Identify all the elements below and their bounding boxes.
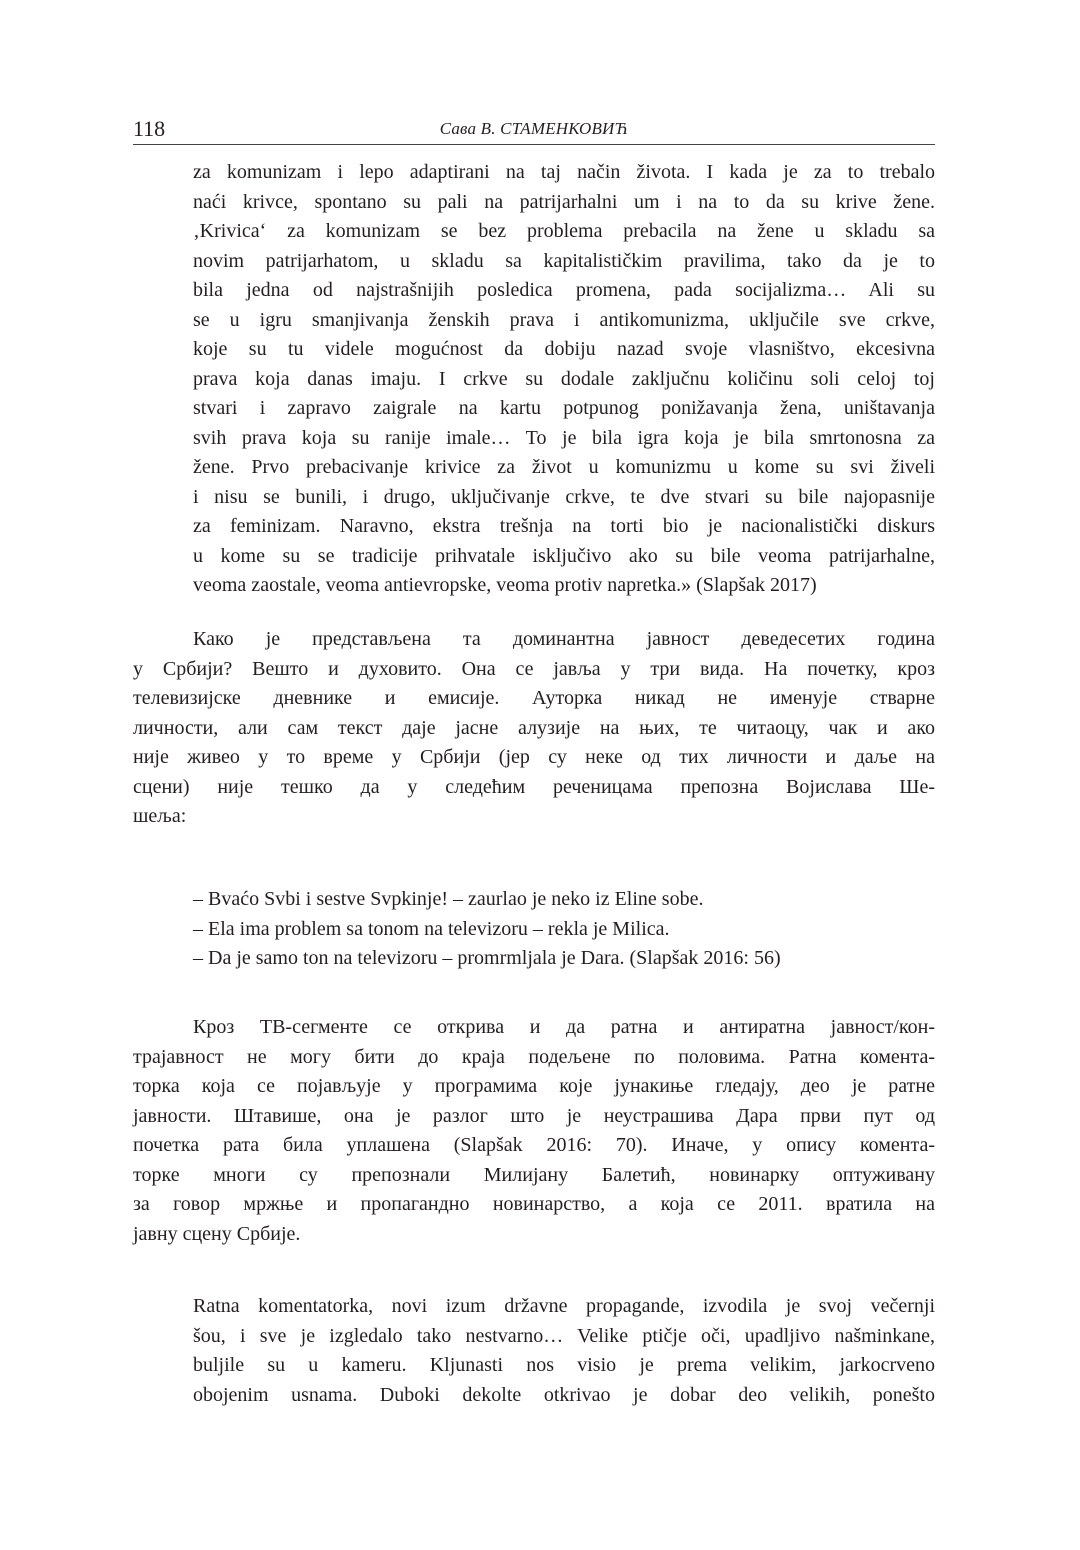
text-line: veoma zaostale, veoma antievropske, veoma protiv napretka.» (Slapšak 2017)	[193, 574, 817, 596]
text-line: koje su tu videle mogućnost da dobiju nazad svoje vlasništvo, ekcesivna	[193, 338, 935, 360]
body-paragraph	[133, 1013, 935, 1249]
text-line: i nisu se bunili, i drugo, uključivanje crkve, te dve stvari su bile najopasnije	[193, 485, 935, 508]
running-header	[133, 114, 935, 145]
text-line: – Bvaćo Svbi i sestve Svpkinje! – zaurlao je neko iz Eline sobe.	[193, 888, 704, 910]
text-line: није живео у то време у Србији (јер су неке од тих личности и даље на	[133, 746, 935, 768]
text-line: телевизијске дневнике и емисије. Ауторка никад не именује стварне	[133, 687, 935, 709]
text-line: ‚Krivica‘ za komunizam se bez problema prebacila na žene u skladu sa	[193, 220, 935, 242]
text-line: žene. Prvo prebacivanje krivice za život u komunizmu u kome su svi živeli	[193, 456, 935, 478]
text-line: Како је представљена та доминантна јавност деведесетих година	[193, 628, 935, 650]
text-line: Ratna komentatorka, novi izum državne propagande, izvodila je svoj večernji	[193, 1295, 935, 1317]
block-quote	[193, 1292, 935, 1410]
text-line: личности, али сам текст даје јасне алузије на њих, те читаоцу, чак и ако	[133, 716, 935, 739]
text-line: u kome su se tradicije prihvatale isključivo ako su bile veoma patrijarhalne,	[193, 544, 935, 567]
text-line: за говор мржње и пропагандно новинарство, а која се 2011. вратила на	[133, 1193, 935, 1215]
text-line: у Србији? Вешто и духовито. Она се јавља у три вида. На почетку, кроз	[133, 657, 935, 680]
text-line: novim patrijarhatom, u skladu sa kapitalističkim pravilima, tako da je to	[193, 249, 935, 272]
text-line: stvari i zapravo zaigrale na kartu potpunog ponižavanja žena, uništavanja	[193, 397, 935, 419]
text-line: za komunizam i lepo adaptirani na taj način života. I kada je za to trebalo	[193, 161, 935, 183]
quoted-dialogue	[193, 885, 935, 974]
text-line: naći krivce, spontano su pali na patrijarhalni um i na to da su krive žene.	[193, 190, 935, 213]
text-line: шеља:	[133, 805, 187, 827]
text-line: obojenim usnama. Duboki dekolte otkrivao je dobar deo velikih, ponešto	[193, 1383, 935, 1406]
text-line: buljile su u kameru. Kljunasti nos visio je prema velikim, jarkocrveno	[193, 1354, 935, 1376]
text-line: јавну сцену Србије.	[133, 1222, 301, 1245]
text-line: торка која се појављује у програмима које јунакиње гледају, део је ратне	[133, 1075, 935, 1097]
running-title: Сава В. СТАМЕНКОВИЋ	[439, 119, 629, 138]
text-line: svih prava koja su ranije imale… To je bila igra koja je bila smrtonosna za	[193, 426, 935, 449]
text-line: se u igru smanjivanja ženskih prava i antikomunizma, uključile sve crkve,	[193, 308, 935, 331]
body-paragraph	[133, 625, 935, 832]
text-line: трајавност не могу бити до краја подељене по половима. Ратна комента-	[133, 1045, 935, 1068]
text-line: торке многи су препознали Милијану Балетић, новинарку оптуживану	[133, 1163, 935, 1186]
text-line: – Ela ima problem sa tonom na televizoru – rekla je Milica.	[193, 917, 670, 940]
text-line: bila jedna od najstrašnijih posledica promena, pada socijalizma… Ali su	[193, 279, 935, 301]
text-line: јавности. Штавише, она је разлог што је неустрашива Дара први пут од	[133, 1104, 935, 1127]
text-line: почетка рата била уплашена (Slapšak 2016: 70). Иначе, у опису комента-	[133, 1134, 935, 1156]
text-line: – Da je samo ton na televizoru – promrmljala je Dara. (Slapšak 2016: 56)	[193, 947, 781, 969]
text-line: сцени) није тешко да у следећим реченицама препозна Војислава Ше-	[133, 775, 935, 798]
block-quote	[193, 158, 935, 601]
text-line: šou, i sve je izgledalo tako nestvarno… Velike ptičje oči, upadljivo našminkane,	[193, 1324, 935, 1347]
page-number: 118	[133, 116, 166, 141]
text-line: za feminizam. Naravno, ekstra trešnja na torti bio je nacionalistički diskurs	[193, 515, 935, 537]
text-line: prava koja danas imaju. I crkve su dodale zaključnu količinu soli celoj toj	[193, 367, 935, 390]
text-line: Кроз ТВ-сегменте се открива и да ратна и антиратна јавност/кон-	[193, 1016, 935, 1038]
